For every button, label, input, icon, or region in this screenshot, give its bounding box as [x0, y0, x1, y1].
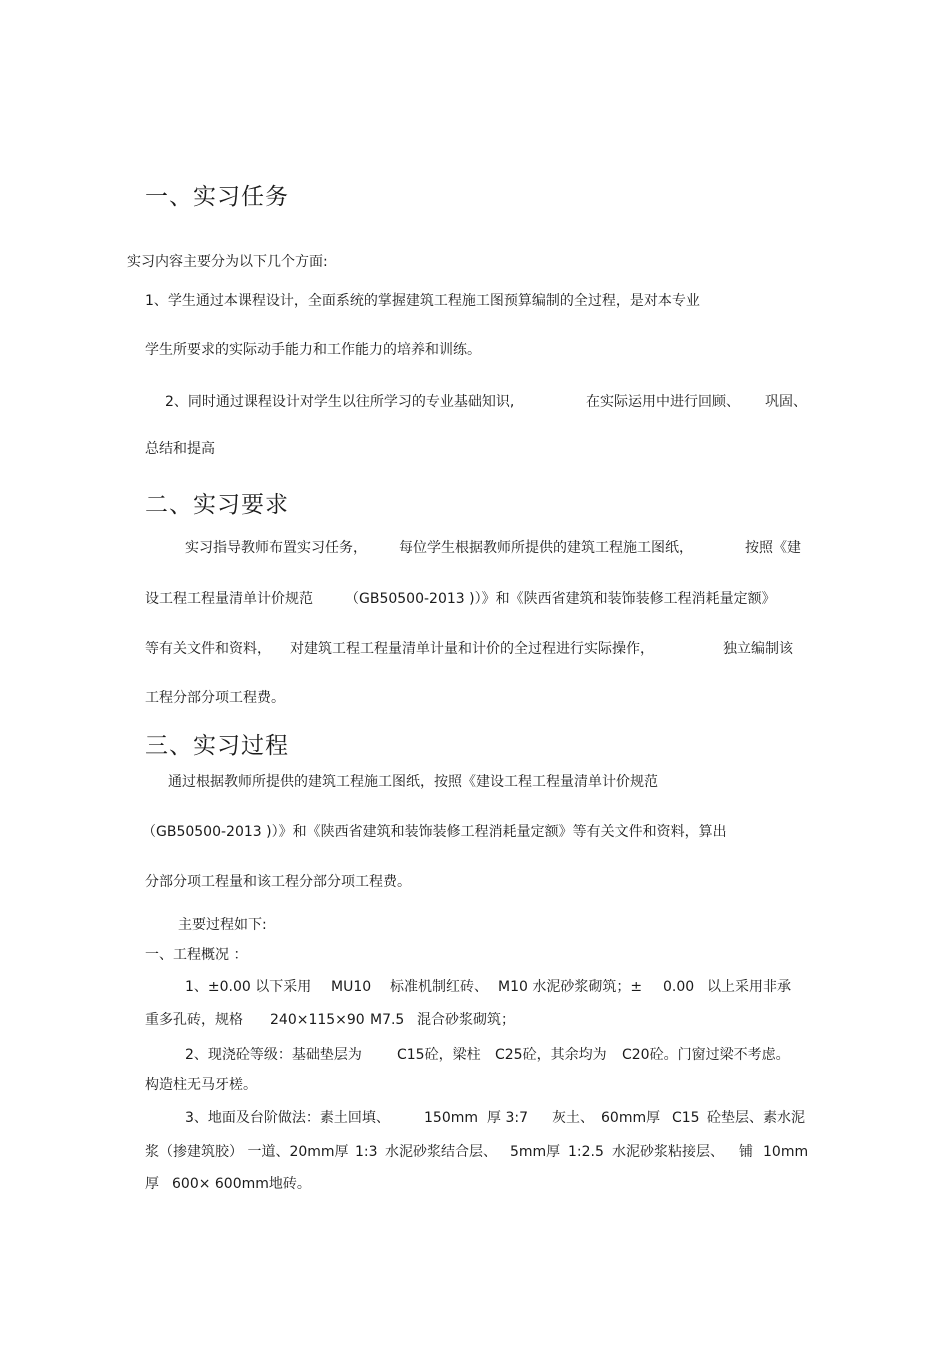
overview-item2-line2: 构造柱无马牙槎。	[145, 1077, 257, 1093]
section-heading-requirements: 二、实习要求	[145, 492, 289, 518]
o3-l2-h: 10mm	[763, 1144, 809, 1160]
o1-l2-c: M7.5	[370, 1012, 405, 1028]
req-line2-b: （GB50500-2013 )）》和《陕西省建筑和装饰装修工程消耗量定额》	[345, 591, 776, 607]
o3-l2-f: 水泥砂浆粘接层、	[612, 1144, 724, 1160]
o3-g: 砼垫层、素水泥	[707, 1110, 805, 1126]
req-line2	[145, 590, 795, 608]
o1-f: 以上采用非承	[707, 979, 791, 995]
o3-a: 3、地面及台阶做法：素土回填、	[185, 1110, 390, 1126]
req-line1	[185, 539, 805, 557]
req-line4: 工程分部分项工程费。	[145, 690, 285, 706]
o2-d: C20砼。门窗过梁不考虑。	[622, 1047, 790, 1063]
o1-b: MU10	[331, 979, 372, 995]
o2-b: C15砼，梁柱	[397, 1047, 481, 1063]
o3-f: C15	[672, 1110, 700, 1126]
o3-l2-c: 水泥砂浆结合层、	[385, 1144, 497, 1160]
req-line1-c: 按照《建	[745, 540, 801, 556]
item2-part-c: 巩固、	[765, 394, 807, 410]
process-line2: （GB50500-2013 )）》和《陕西省建筑和装饰装修工程消耗量定额》等有关文件和资料，算出	[142, 824, 727, 840]
req-line3	[145, 640, 805, 658]
o3-l2-a: 浆（掺建筑胶） 一道、20mm厚	[145, 1144, 349, 1160]
req-line1-a: 实习指导教师布置实习任务，	[185, 540, 367, 556]
overview-item3-line2	[145, 1143, 810, 1161]
overview-item3-line1	[185, 1109, 805, 1127]
o3-l2-e: 1:2.5	[568, 1144, 604, 1160]
o3-l3-b: 600× 600mm地砖。	[172, 1176, 311, 1192]
o3-b: 150mm	[424, 1110, 478, 1126]
req-line3-a: 等有关文件和资料，	[145, 641, 271, 657]
o3-e: 60mm厚	[601, 1110, 661, 1126]
req-line1-b: 每位学生根据教师所提供的建筑工程施工图纸，	[399, 540, 693, 556]
item2-line2: 总结和提高	[145, 441, 215, 457]
intro-text: 实习内容主要分为以下几个方面:	[127, 254, 328, 270]
o3-l2-b: 1:3	[355, 1144, 378, 1160]
o2-c: C25砼，其余均为	[495, 1047, 607, 1063]
o1-l2-d: 混合砂浆砌筑；	[417, 1012, 515, 1028]
main-process-label: 主要过程如下:	[178, 917, 267, 933]
overview-item2-line1	[185, 1046, 805, 1064]
section-heading-tasks: 一、实习任务	[145, 184, 289, 210]
item1-line2: 学生所要求的实际动手能力和工作能力的培养和训练。	[145, 342, 481, 358]
overview-item1-line2	[145, 1011, 545, 1029]
o1-e: 0.00	[663, 979, 695, 995]
item2-part-a: 2、同时通过课程设计对学生以往所学习的专业基础知识,	[165, 394, 515, 410]
o1-l2-a: 重多孔砖，规格	[145, 1012, 243, 1028]
o3-c: 厚 3:7	[487, 1110, 528, 1126]
overview-heading: 一、工程概况 ：	[145, 947, 248, 963]
o1-c: 标准机制红砖、	[390, 979, 488, 995]
overview-item3-line3	[145, 1175, 445, 1193]
o2-a: 2、现浇砼等级：基础垫层为	[185, 1047, 362, 1063]
o3-d: 灰土、	[552, 1110, 594, 1126]
item1-line1: 1、学生通过本课程设计，全面系统的掌握建筑工程施工图预算编制的全过程，是对本专业	[145, 293, 700, 309]
overview-item1-line1	[185, 978, 805, 996]
req-line2-a: 设工程工程量清单计价规范	[145, 591, 313, 607]
o3-l2-g: 铺	[739, 1144, 753, 1160]
o1-d: M10 水泥砂浆砌筑；±	[498, 979, 643, 995]
item2-part-b: 在实际运用中进行回顾、	[586, 394, 740, 410]
item2-line1	[165, 393, 815, 411]
req-line3-c: 独立编制该	[723, 641, 793, 657]
o1-a: 1、±0.00 以下采用	[185, 979, 312, 995]
o1-l2-b: 240×115×90	[270, 1012, 365, 1028]
section-heading-process: 三、实习过程	[145, 733, 289, 759]
process-line3: 分部分项工程量和该工程分部分项工程费。	[145, 874, 411, 890]
o3-l2-d: 5mm厚	[510, 1144, 561, 1160]
req-line3-b: 对建筑工程工程量清单计量和计价的全过程进行实际操作，	[290, 641, 654, 657]
process-line1: 通过根据教师所提供的建筑工程施工图纸，按照《建设工程工程量清单计价规范	[168, 774, 658, 790]
o3-l3-a: 厚	[145, 1176, 159, 1192]
